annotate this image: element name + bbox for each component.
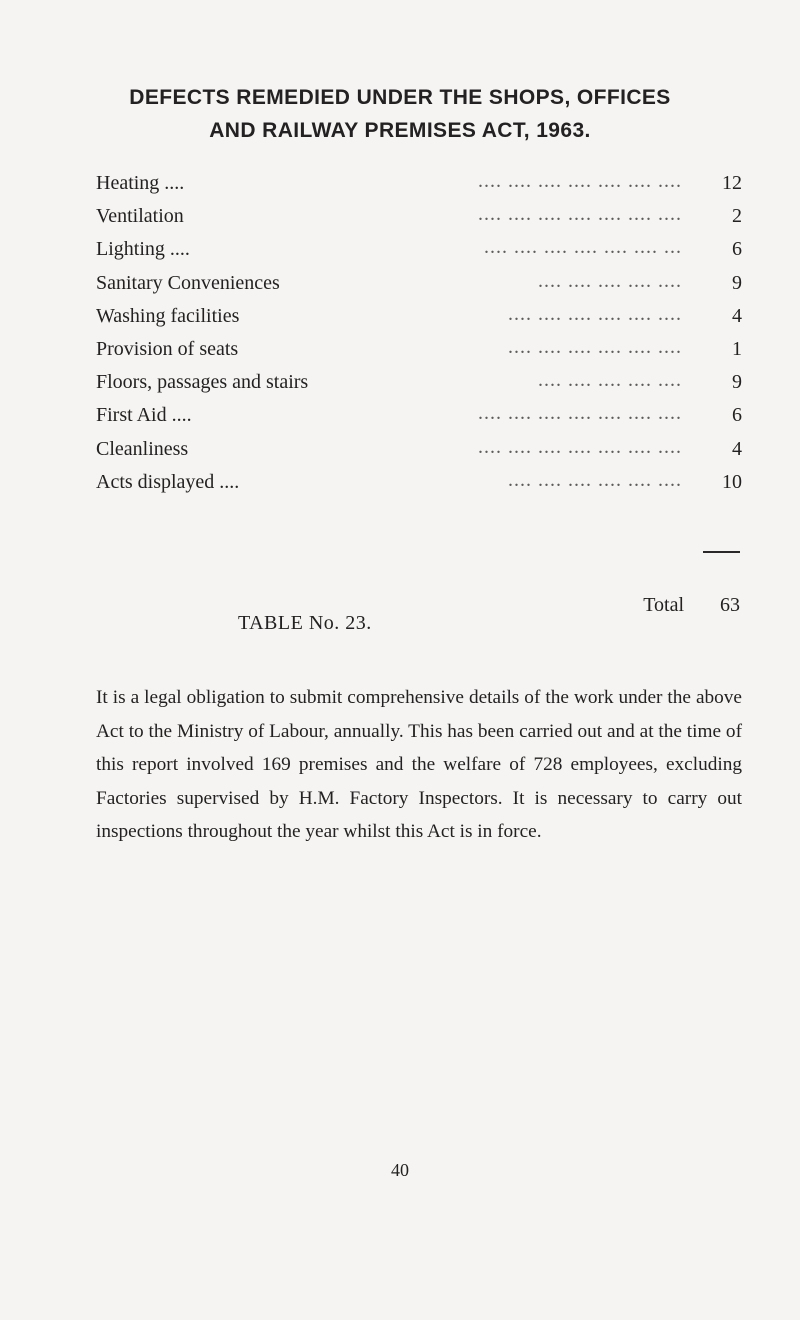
- table-caption: TABLE No. 23.: [238, 612, 372, 634]
- dot-leader: .... .... .... .... .... ....: [508, 335, 682, 358]
- row-label: Provision of seats: [96, 337, 239, 360]
- row-label: First Aid ....: [96, 404, 192, 427]
- dot-leader: .... .... .... .... .... .... ....: [478, 435, 682, 458]
- dot-leader: .... .... .... .... .... .... ....: [478, 203, 682, 226]
- row-label: Floors, passages and stairs: [96, 371, 309, 394]
- defects-table: [96, 171, 742, 503]
- table-row: [96, 370, 742, 403]
- dot-leader: .... .... .... .... ....: [538, 369, 682, 392]
- row-value: 6: [732, 404, 742, 427]
- table-row: [96, 337, 742, 370]
- row-value: 6: [732, 238, 742, 261]
- table-row: [96, 237, 742, 270]
- row-label: Heating ....: [96, 172, 185, 194]
- body-paragraph: It is a legal obligation to submit comprehensive details of the work under the above Act to the Ministry of Labour, annually. This has been carried out and at the time of this report involved 169 premises and the welfare of 728 employees, excluding Factories supervised by H.M. Factory Inspectors. It is necessary to carry out inspections throughout the year whilst this Act is in force.: [96, 687, 742, 842]
- row-label: Sanitary Conveniences: [96, 271, 280, 294]
- page-title-line-2: AND RAILWAY PREMISES ACT, 1963.: [209, 119, 591, 142]
- table-row: [96, 204, 742, 237]
- table-row: [96, 271, 742, 304]
- dot-leader: .... .... .... .... ....: [538, 269, 682, 292]
- table-row: [96, 403, 742, 436]
- row-label: Lighting ....: [96, 238, 190, 261]
- table-row: [96, 304, 742, 337]
- table-row: [96, 437, 742, 470]
- row-value: 4: [732, 437, 742, 460]
- row-label: Washing facilities: [96, 304, 240, 327]
- total-label: Total: [643, 594, 684, 616]
- row-label: Ventilation: [96, 205, 184, 228]
- row-value: 2: [732, 205, 742, 228]
- dot-leader: .... .... .... .... .... ....: [508, 302, 682, 325]
- table-row: [96, 470, 742, 503]
- dot-leader: .... .... .... .... .... .... ....: [478, 402, 682, 425]
- row-label: Cleanliness: [96, 437, 189, 460]
- total-value: 63: [720, 594, 740, 616]
- total-rule: [703, 551, 740, 553]
- row-label: Acts displayed ....: [96, 470, 240, 493]
- row-value: 9: [732, 271, 742, 294]
- row-value: 4: [732, 304, 742, 327]
- dot-leader: .... .... .... .... .... .... ...: [484, 236, 682, 259]
- row-value: 1: [732, 337, 742, 360]
- table-row: [96, 171, 742, 204]
- dot-leader: .... .... .... .... .... ....: [508, 468, 682, 491]
- page-title-line-1: DEFECTS REMEDIED UNDER THE SHOPS, OFFICES: [129, 86, 671, 109]
- dot-leader: .... .... .... .... .... .... ....: [478, 170, 682, 192]
- page-number: 40: [391, 1160, 409, 1180]
- row-value: 12: [722, 172, 742, 194]
- row-value: 9: [732, 371, 742, 394]
- row-value: 10: [722, 470, 742, 493]
